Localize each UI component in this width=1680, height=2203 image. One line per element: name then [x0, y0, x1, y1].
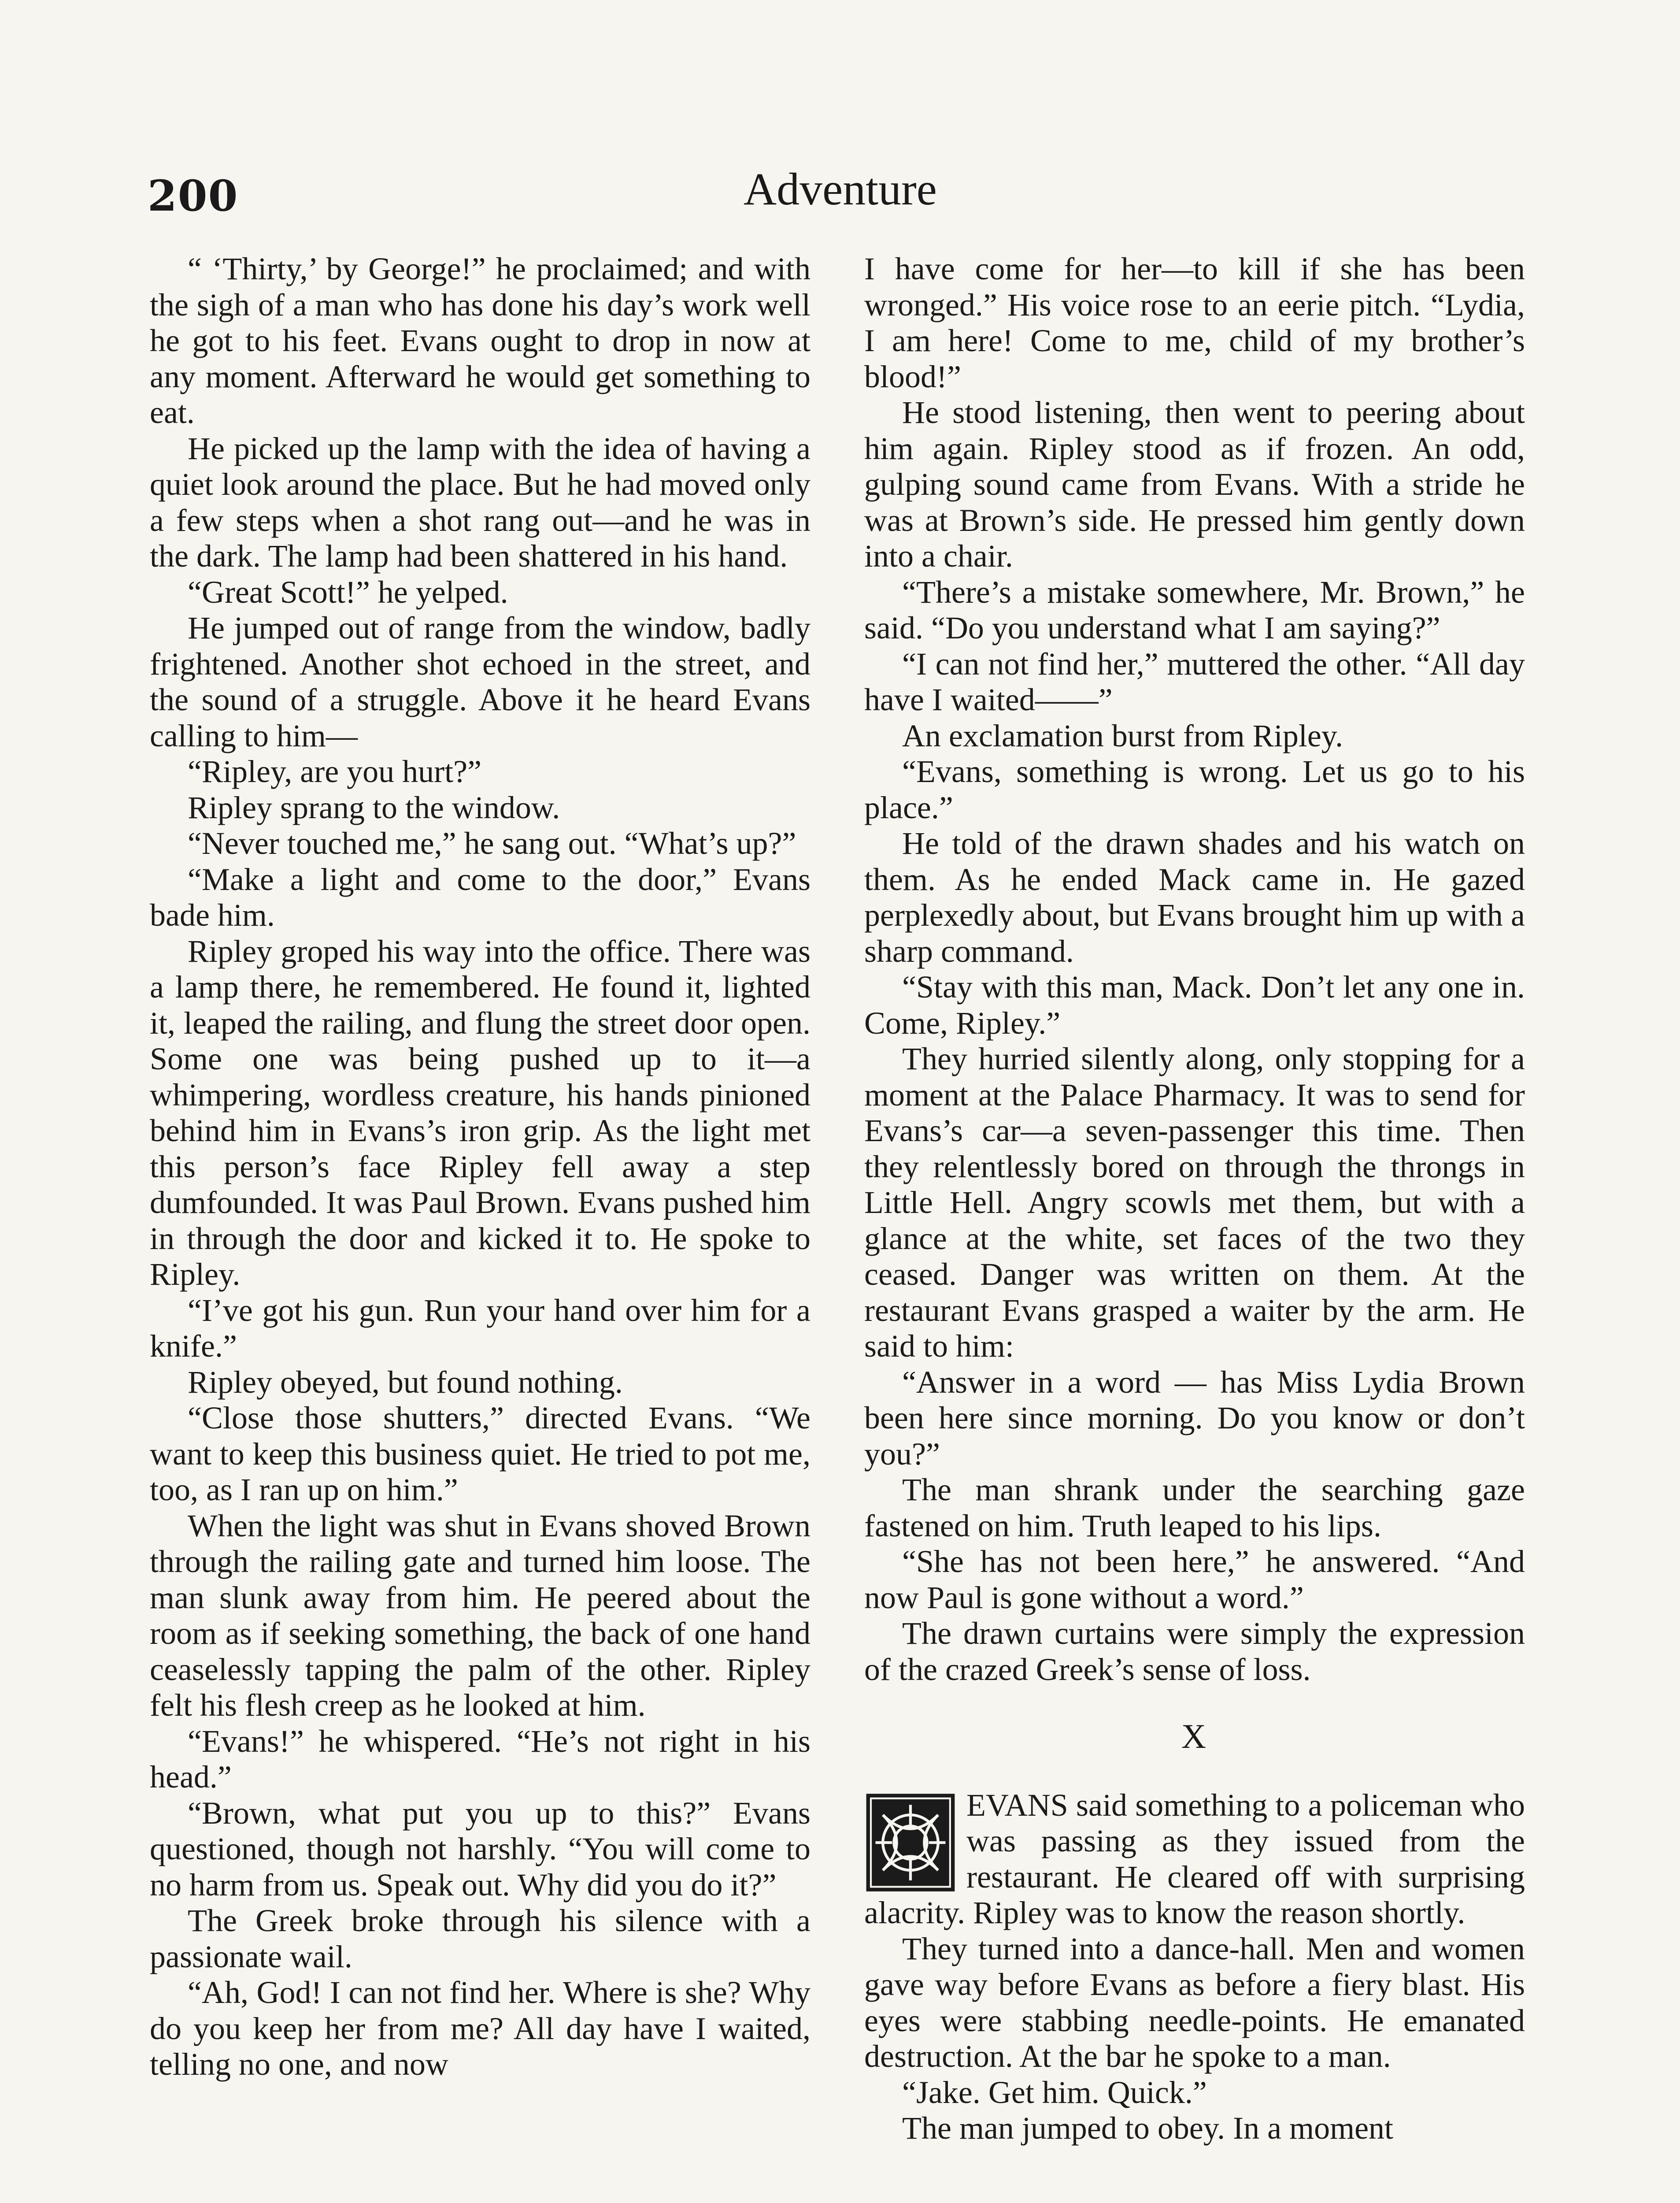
paragraph: Ripley groped his way into the office. There was a lamp there, he remembered. He found it, lighted it, leaped the railing, and flung the street door open. Some one was being pushed up to it—a whimpering, wordless creature, his hands pinioned behind him in Evans’s iron grip. As the light met this person’s face Ripley fell away a step dumfounded. It was Paul Brown. Evans pushed him in through the door and kicked it to. He spoke to Ripley. [150, 933, 810, 1292]
paragraph: Ripley sprang to the window. [188, 790, 560, 825]
left-column [150, 251, 810, 2083]
paragraph: “I can not find her,” muttered the other. “All day have I waited——” [864, 646, 1525, 717]
paragraph: An exclamation burst from Ripley. [902, 718, 1343, 753]
paragraph: “Ah, God! I can not find her. Where is she? Why do you keep her from me? All day have I waited, telling no one, and now [150, 1975, 810, 2082]
paragraph: They turned into a dance-hall. Men and women gave way before Evans as before a fiery blast. His eyes were stabbing needle-points. He emanated destruction. At the bar he spoke to a man. [864, 1931, 1525, 2074]
paragraph: “Evans, something is wrong. Let us go to his place.” [864, 754, 1525, 825]
paragraph: “Make a light and come to the door,” Evans bade him. [150, 861, 810, 933]
running-head-title: Adventure [744, 164, 937, 215]
section-heading: X [1181, 1717, 1208, 1755]
paragraph: “Brown, what put you up to this?” Evans questioned, though not harshly. “You will come to no harm from us. Speak out. Why did you do it?” [150, 1795, 810, 1903]
paragraph: “Ripley, are you hurt?” [188, 754, 482, 789]
page-number: 200 [148, 171, 239, 221]
paragraph: Ripley obeyed, but found nothing. [188, 1364, 623, 1400]
page-header [148, 163, 1533, 229]
paragraph: When the light was shut in Evans shoved Brown through the railing gate and turned him loose. The man slunk away from him. He peered about the room as if seeking something, the back of one hand ceaselessly tapping the palm of the other. Ripley felt his flesh creep as he looked at him. [150, 1508, 810, 1723]
paragraph: “Great Scott!” he yelped. [188, 574, 508, 610]
drop-cap-paragraph [864, 1788, 1525, 1931]
paragraph: He stood listening, then went to peering about him again. Ripley stood as if frozen. An odd, gulping sound came from Evans. With a stride he was at Brown’s side. He pressed him gently down into a chair. [864, 395, 1525, 574]
paragraph: “I’ve got his gun. Run your hand over him for a knife.” [150, 1292, 810, 1364]
paragraph: The Greek broke through his silence with a passionate wail. [150, 1903, 810, 1974]
paragraph: “There’s a mistake somewhere, Mr. Brown,” he said. “Do you understand what I am saying?” [864, 574, 1525, 645]
paragraph: He picked up the lamp with the idea of having a quiet look around the place. But he had moved only a few steps when a shot rang out—and he was in the dark. The lamp had been shattered in his hand. [150, 430, 810, 574]
paragraph: “Stay with this man, Mack. Don’t let any one in. Come, Ripley.” [864, 969, 1525, 1041]
paragraph: “Jake. Get him. Quick.” [902, 2074, 1207, 2110]
paragraph: He jumped out of range from the window, badly frightened. Another shot echoed in the street, and the sound of a struggle. Above it he heard Evans calling to him— [150, 610, 810, 753]
paragraph-text: VANS said something to a policeman who was passing as they issued from the restaurant. He cleared off with surprising alacrity. Ripley was to know the reason shortly. [864, 1787, 1525, 1930]
paragraph: “Close those shutters,” directed Evans. “We want to keep this business quiet. He tried to pot me, too, as I ran up on him.” [150, 1400, 810, 1507]
drop-cap-letter: E [966, 1787, 986, 1823]
right-column [864, 251, 1525, 2147]
paragraph: The man jumped to obey. In a moment [902, 2110, 1394, 2146]
paragraph: “Never touched me,” he sang out. “What’s up?” [188, 826, 796, 861]
paragraph: “ ‘Thirty,’ by George!” he proclaimed; and with the sigh of a man who has done his day’s work well he got to his feet. Evans ought to drop in now at any moment. Afterward he would get something to eat. [150, 251, 810, 430]
paragraph: They hurried silently along, only stopping for a moment at the Palace Pharmacy. It was to send for Evans’s car—a seven-passenger this time. Then they relentlessly bored on through the throngs in Little Hell. Angry scowls met them, but with a glance at the white, set faces of the two they ceased. Danger was written on them. At the restaurant Evans grasped a waiter by the arm. He said to him: [864, 1041, 1525, 1364]
paragraph: The drawn curtains were simply the expression of the crazed Greek’s sense of loss. [864, 1616, 1525, 1687]
paragraph: “Evans!” he whispered. “He’s not right in his head.” [150, 1723, 810, 1795]
paragraph: “Answer in a word — has Miss Lydia Brown been here since morning. Do you know or don’t you?” [864, 1364, 1525, 1472]
paragraph: The man shrank under the searching gaze fastened on him. Truth leaped to his lips. [864, 1472, 1525, 1543]
paragraph: I have come for her—to kill if she has been wronged.” His voice rose to an eerie pitch. “Lydia, I am here! Come to me, child of my brother’s blood!” [864, 251, 1525, 394]
paragraph: “She has not been here,” he answered. “And now Paul is gone without a word.” [864, 1544, 1525, 1615]
celtic-knot-initial-icon [864, 1792, 957, 1893]
paragraph: He told of the drawn shades and his watch on them. As he ended Mack came in. He gazed perplexedly about, but Evans brought him up with a sharp command. [864, 826, 1525, 969]
